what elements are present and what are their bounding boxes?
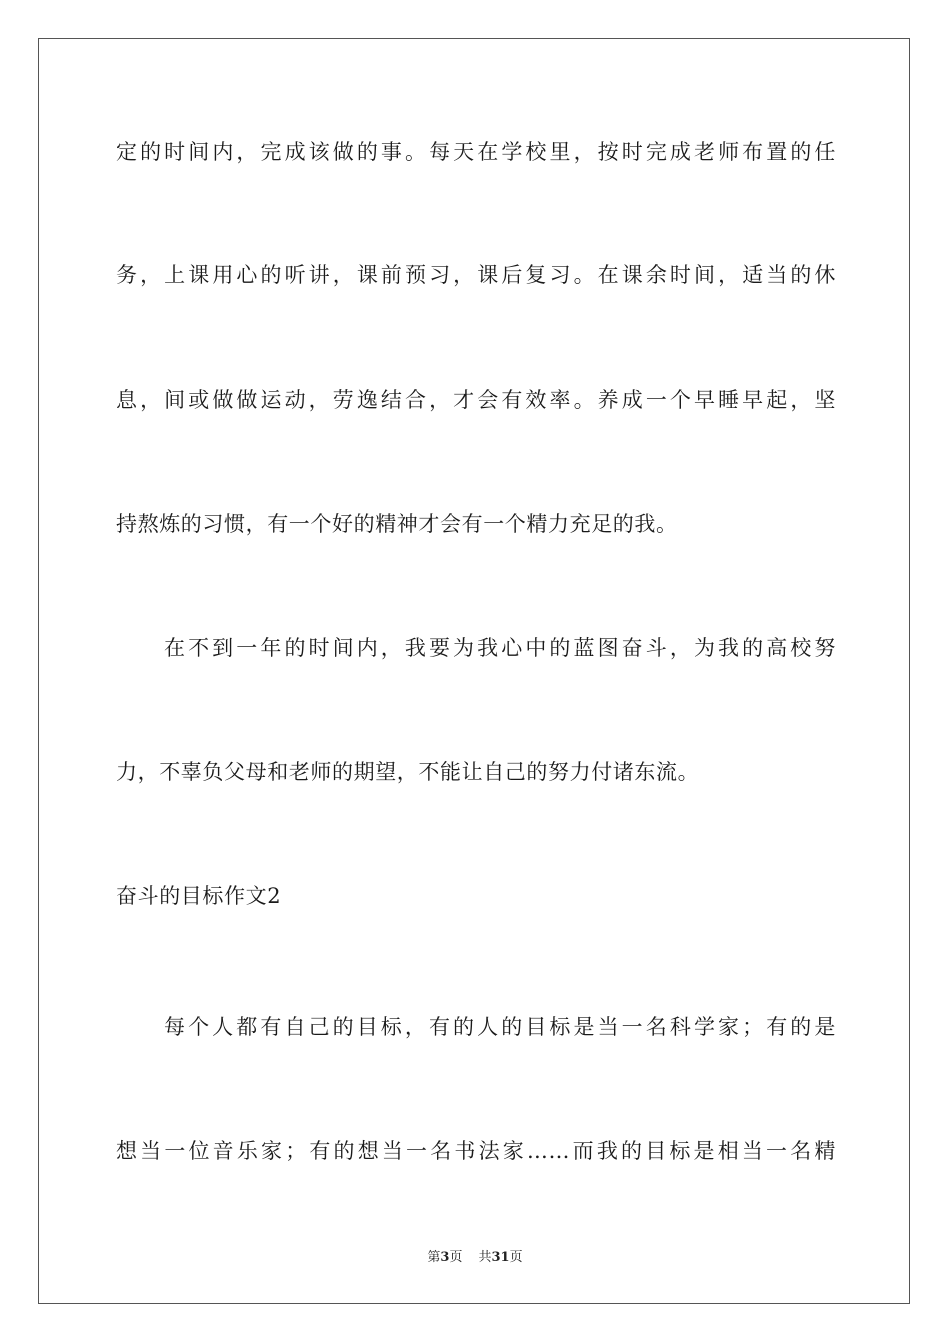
paragraph-line-1: 定的时间内，完成该做的事。每天在学校里，按时完成老师布置的任 <box>116 140 836 164</box>
paragraph-line-4: 持熬炼的习惯，有一个好的精神才会有一个精力充足的我。 <box>116 512 678 536</box>
paragraph-line-3: 息，间或做做运动，劳逸结合，才会有效率。养成一个早睡早起，坚 <box>116 388 836 412</box>
paragraph-line-6: 力，不辜负父母和老师的期望，不能让自己的努力付诸东流。 <box>116 760 700 784</box>
footer-total-suffix: 页 <box>509 1250 523 1265</box>
paragraph-line-8: 想当一位音乐家；有的想当一名书法家……而我的目标是相当一名精 <box>116 1139 836 1163</box>
page-footer <box>0 1246 950 1265</box>
footer-page-prefix: 第 <box>427 1250 441 1265</box>
footer-total-prefix: 共 <box>478 1250 492 1265</box>
paragraph-line-7: 每个人都有自己的目标，有的人的目标是当一名科学家；有的是 <box>164 1015 836 1039</box>
footer-page-total: 31 <box>491 1250 510 1265</box>
section-heading: 奋斗的目标作文2 <box>116 884 282 908</box>
page-border <box>38 38 910 1304</box>
footer-page-suffix: 页 <box>449 1250 463 1265</box>
paragraph-line-5: 在不到一年的时间内，我要为我心中的蓝图奋斗，为我的高校努 <box>164 636 836 660</box>
paragraph-line-2: 务，上课用心的听讲，课前预习，课后复习。在课余时间，适当的休 <box>116 263 836 287</box>
footer-page-current: 3 <box>440 1250 450 1265</box>
